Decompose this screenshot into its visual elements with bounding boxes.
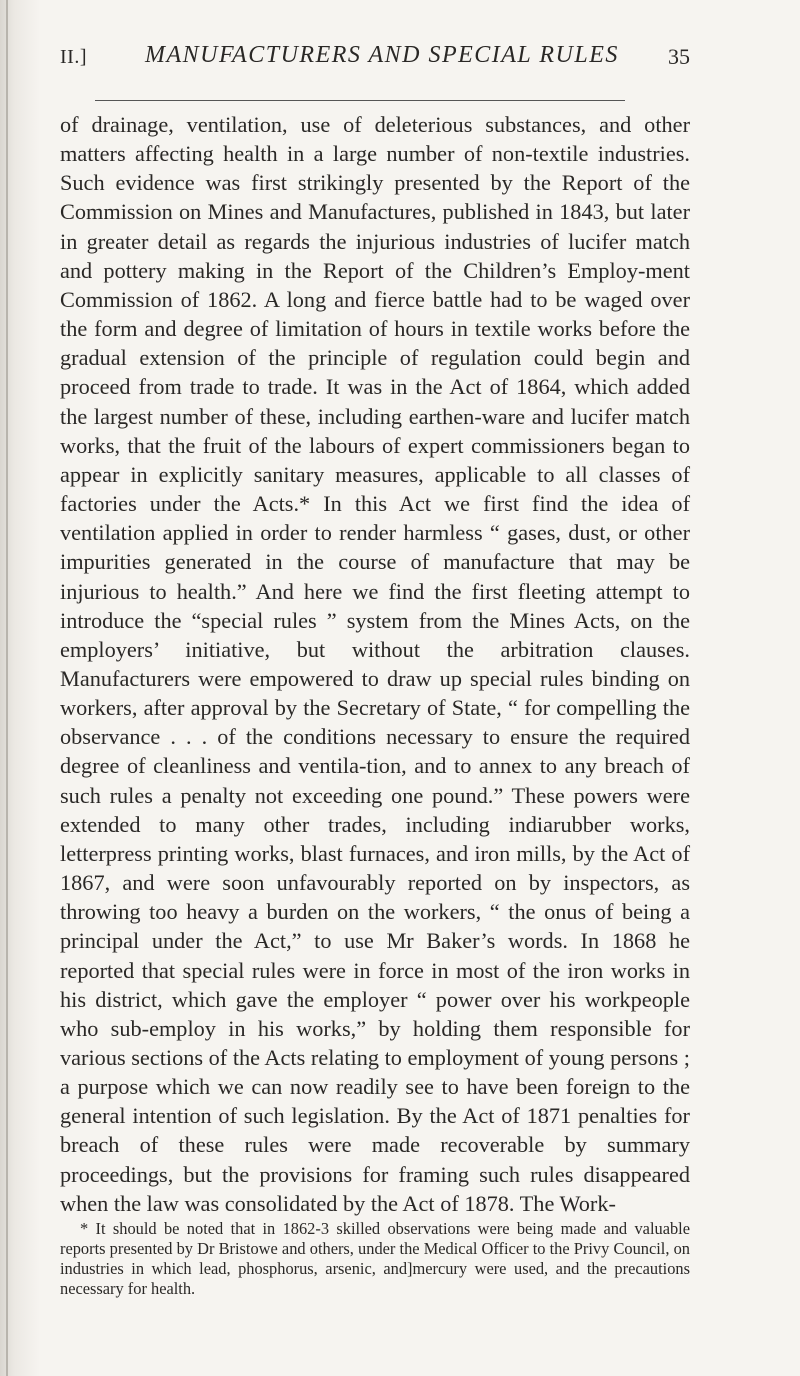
footnote — [60, 1219, 690, 1299]
footnote-text: * It should be noted that in 1862-3 skilled observations were being made and valuable reports presented by Dr Bristowe and others, under the Medical Officer to the Privy Council, on industries in which lead, phosphorus, arsenic, and]mercury were used, and the precautions necessary for health. — [60, 1219, 690, 1298]
page-spine-edge — [6, 0, 8, 1376]
header-rule — [95, 100, 625, 101]
running-header — [60, 40, 690, 80]
main-text — [60, 110, 690, 1218]
running-title: MANUFACTURERS AND SPECIAL RULES — [145, 42, 619, 68]
page-number: 35 — [668, 44, 690, 69]
chapter-marker: II.] — [60, 46, 87, 68]
body-paragraph: of drainage, ventilation, use of deleterious substances, and other matters affecting health in a large number of non-textile industries. Such evidence was first strikingly presented by the Report of the Commission on Mines and Manufactures, published in 1843, but later in greater detail as regards the injurious industries of lucifer match and pottery making in the Report of the Children’s Employ-ment Commission of 1862. A long and fierce battle had to be waged over the form and degree of limitation of hours in textile works before the gradual extension of the principle of regulation could begin and proceed from trade to trade. It was in the Act of 1864, which added the largest number of these, including earthen-ware and lucifer match works, that the fruit of the labours of expert commissioners began to appear in explicitly sanitary measures, applicable to all classes of factories under the Acts.* In this Act we first find the idea of ventilation applied in order to render harmless “ gases, dust, or other impurities generated in the course of manufacture that may be injurious to health.” And here we find the first fleeting attempt to introduce the “special rules ” system from the Mines Acts, on the employers’ initiative, but without the arbitration clauses. Manufacturers were empowered to draw up special rules binding on workers, after approval by the Secretary of State, “ for compelling the observance . . . of the conditions necessary to ensure the required degree of cleanliness and ventila-tion, and to annex to any breach of such rules a penalty not exceeding one pound.” These powers were extended to many other trades, including indiarubber works, letterpress printing works, blast furnaces, and iron mills, by the Act of 1867, and were soon unfavourably reported on by inspectors, as throwing too heavy a burden on the workers, “ the onus of being a principal under the Act,” to use Mr Baker’s words. In 1868 he reported that special rules were in force in most of the iron works in his district, which gave the employer “ power over his workpeople who sub-employ in his works,” by holding them responsible for various sections of the Acts relating to employment of young persons ; a purpose which we can now readily see to have been foreign to the general intention of such legislation. By the Act of 1871 penalties for breach of these rules were made recoverable by summary proceedings, but the provisions for framing such rules disappeared when the law was consolidated by the Act of 1878. The Work- — [60, 112, 690, 1216]
